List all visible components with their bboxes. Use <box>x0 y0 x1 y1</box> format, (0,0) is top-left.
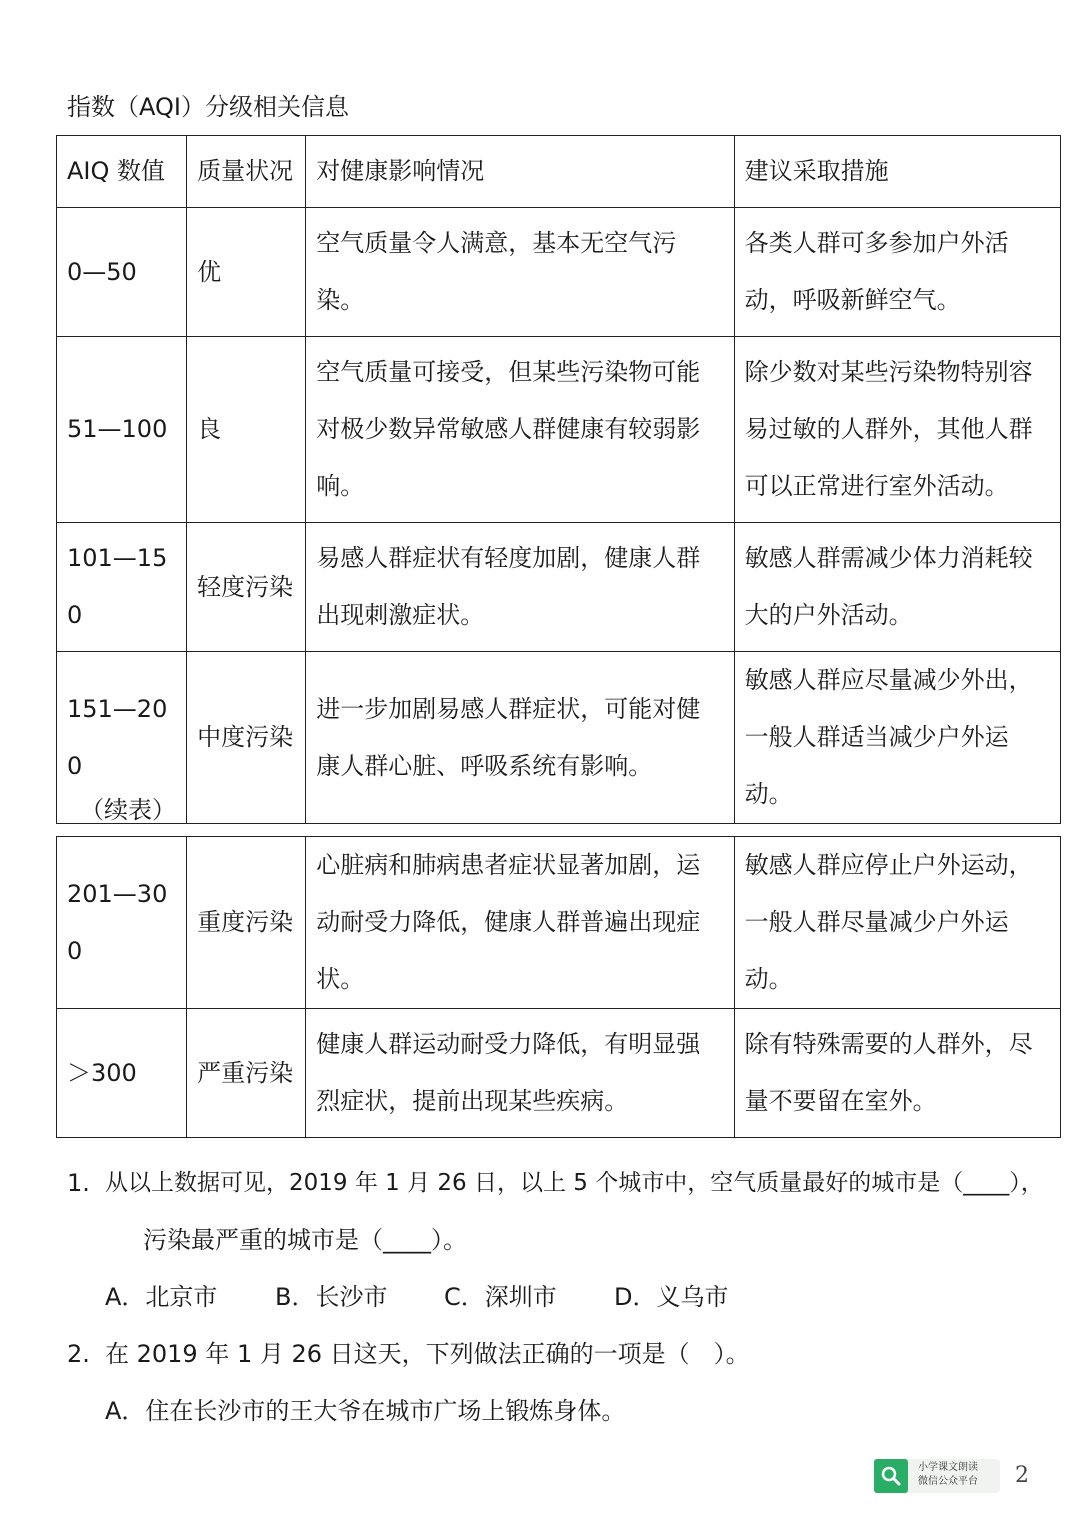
aqi-table-continued <box>56 836 1061 1138</box>
table-row <box>57 523 1061 652</box>
page-number: 2 <box>1015 1463 1029 1488</box>
header-cell: 对健康影响情况 <box>306 136 734 208</box>
aqi-range-cell: 151—200 <box>57 652 187 824</box>
effect-cell: 空气质量可接受，但某些污染物可能对极少数异常敏感人群健康有较弱影响。 <box>306 337 734 523</box>
aqi-range-cell: 101—150 <box>57 523 187 652</box>
quality-cell: 重度污染 <box>187 837 306 1009</box>
search-icon <box>874 1459 908 1493</box>
aqi-range-cell: ＞300 <box>57 1009 187 1138</box>
quality-cell: 轻度污染 <box>187 523 306 652</box>
advice-cell: 除少数对某些污染物特别容易过敏的人群外，其他人群可以正常进行室外活动。 <box>734 337 1060 523</box>
question-1-option-d: D．义乌市 <box>614 1283 729 1311</box>
aqi-table <box>56 135 1061 824</box>
effect-cell: 心脏病和肺病患者症状显著加剧，运动耐受力降低，健康人群普遍出现症状。 <box>306 837 734 1009</box>
question-2-number: 2. <box>67 1340 90 1368</box>
quality-cell: 优 <box>187 208 306 337</box>
quality-cell: 良 <box>187 337 306 523</box>
aqi-range-cell: 201—300 <box>57 837 187 1009</box>
question-1-option-b: B．长沙市 <box>275 1283 388 1311</box>
table-title: 指数（AQI）分级相关信息 <box>67 93 349 121</box>
quality-cell: 中度污染 <box>187 652 306 824</box>
table-row <box>57 652 1061 824</box>
table-header-row <box>57 136 1061 208</box>
header-cell: AIQ 数值 <box>57 136 187 208</box>
question-1-option-a: A．北京市 <box>105 1283 218 1311</box>
question-1-text-line2: 污染最严重的城市是（____）。 <box>143 1226 467 1254</box>
table-row <box>57 337 1061 523</box>
aqi-range-cell: 51—100 <box>57 337 187 523</box>
advice-cell: 敏感人群应尽量减少外出，一般人群适当减少户外运动。 <box>734 652 1060 824</box>
logo-text-line2: 微信公众平台 <box>918 1476 978 1487</box>
effect-cell: 易感人群症状有轻度加剧，健康人群出现刺激症状。 <box>306 523 734 652</box>
effect-cell: 健康人群运动耐受力降低，有明显强烈症状，提前出现某些疾病。 <box>306 1009 734 1138</box>
effect-cell: 空气质量令人满意，基本无空气污染。 <box>306 208 734 337</box>
effect-cell: 进一步加剧易感人群症状，可能对健康人群心脏、呼吸系统有影响。 <box>306 652 734 824</box>
table-row <box>57 208 1061 337</box>
quality-cell: 严重污染 <box>187 1009 306 1138</box>
aqi-range-cell: 0—50 <box>57 208 187 337</box>
question-1-text: 从以上数据可见，2019 年 1 月 26 日，以上 5 个城市中，空气质量最好的城市是（____）， <box>105 1170 1044 1196</box>
table-row <box>57 837 1061 1009</box>
question-2-option-a: A．住在长沙市的王大爷在城市广场上锻炼身体。 <box>105 1397 626 1425</box>
advice-cell: 各类人群可多参加户外活动，呼吸新鲜空气。 <box>734 208 1060 337</box>
continued-label: （续表） <box>80 796 176 824</box>
header-cell: 建议采取措施 <box>734 136 1060 208</box>
header-cell: 质量状况 <box>187 136 306 208</box>
question-1-option-c: C．深圳市 <box>444 1283 557 1311</box>
advice-cell: 除有特殊需要的人群外，尽量不要留在室外。 <box>734 1009 1060 1138</box>
question-1-number: 1. <box>67 1169 90 1197</box>
advice-cell: 敏感人群应停止户外运动，一般人群尽量减少户外运动。 <box>734 837 1060 1009</box>
question-2-text: 在 2019 年 1 月 26 日这天，下列做法正确的一项是（ ）。 <box>105 1340 750 1368</box>
table-row <box>57 1009 1061 1138</box>
advice-cell: 敏感人群需减少体力消耗较大的户外活动。 <box>734 523 1060 652</box>
logo-text-line1: 小学课文朗读 <box>918 1462 978 1473</box>
